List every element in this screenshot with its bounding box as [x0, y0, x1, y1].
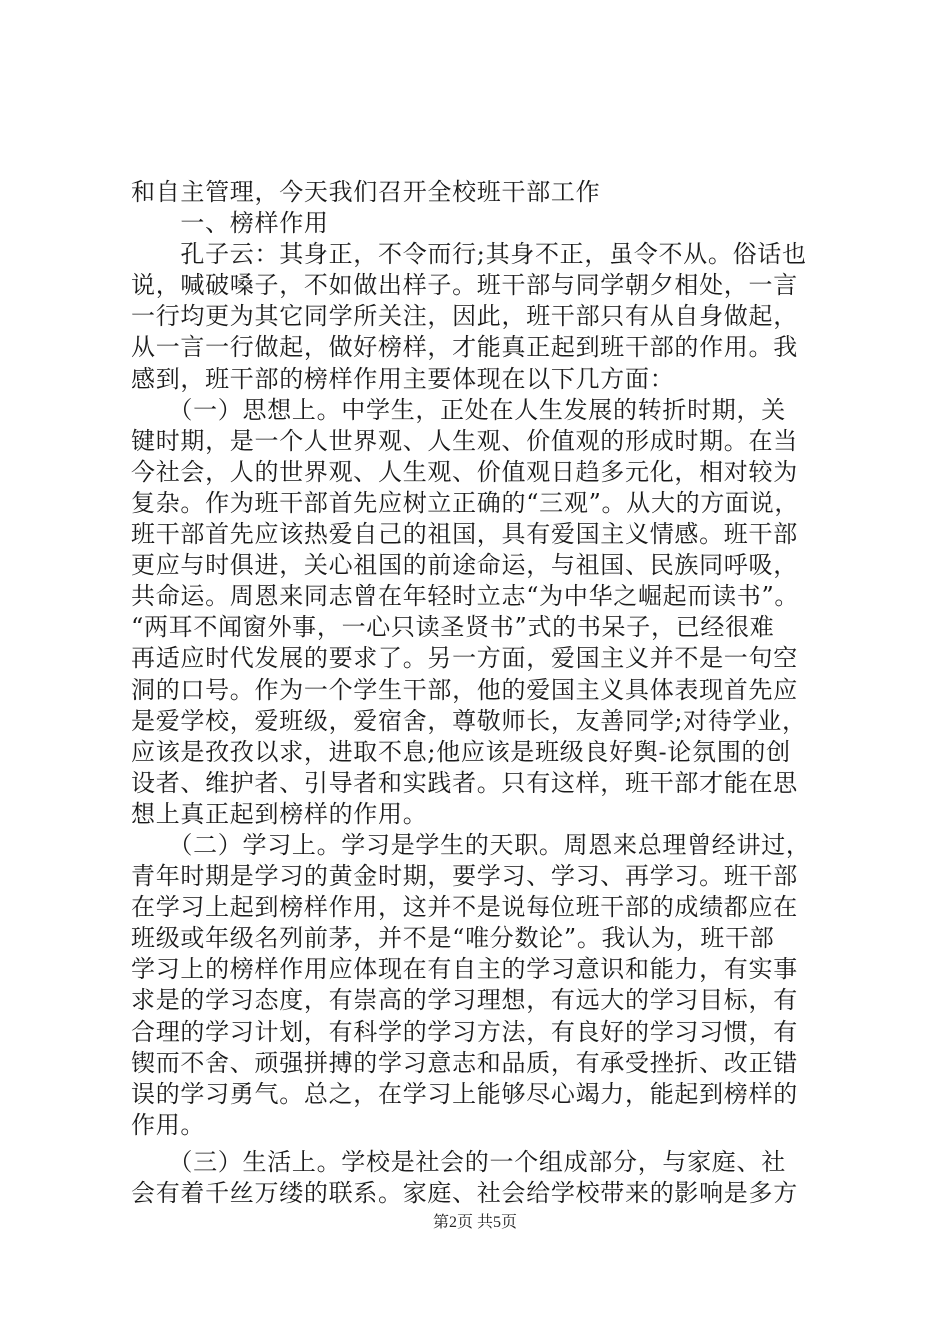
text-line: 误的学习勇气。总之，在学习上能够尽心竭力，能起到榜样的: [131, 1079, 798, 1108]
text-line: 再适应时代发展的要求了。另一方面，爱国主义并不是一句空: [131, 644, 798, 673]
text-line: 学习上的榜样作用应体现在有自主的学习意识和能力，有实事: [131, 955, 798, 984]
text-line: 感到，班干部的榜样作用主要体现在以下几方面：: [131, 364, 675, 393]
text-line: 会有着千丝万缕的联系。家庭、社会给学校带来的影响是多方: [131, 1179, 798, 1207]
text-line: 班级或年级名列前茅，并不是“唯分数论”。我认为，班干部: [131, 924, 775, 953]
text-line: （三）生活上。学校是社会的一个组成部分，与家庭、社: [131, 1147, 786, 1176]
text-line: 在学习上起到榜样作用，这并不是说每位班干部的成绩都应在: [131, 893, 798, 922]
text-line: （一）思想上。中学生，正处在人生发展的转折时期，关: [131, 395, 786, 424]
text-line: 青年时期是学习的黄金时期，要学习、学习、再学习。班干部: [131, 862, 798, 891]
text-line: 键时期，是一个人世界观、人生观、价值观的形成时期。在当: [131, 426, 798, 455]
text-line: 今社会，人的世界观、人生观、价值观日趋多元化，相对较为: [131, 457, 798, 486]
text-line: 设者、维护者、引导者和实践者。只有这样，班干部才能在思: [131, 768, 798, 797]
text-line: （二）学习上。学习是学生的天职。周恩来总理曾经讲过，: [131, 830, 811, 859]
text-line: 孔子云：其身正，不令而行;其身不正，虽令不从。俗话也: [131, 240, 807, 269]
text-line: 作用。: [131, 1110, 206, 1139]
text-line: 应该是孜孜以求，进取不息;他应该是班级良好舆-论氛围的创: [131, 737, 791, 766]
text-line: 说，喊破嗓子，不如做出样子。班干部与同学朝夕相处，一言: [131, 271, 798, 300]
text-line: 共命运。周恩来同志曾在年轻时立志“为中华之崛起而读书”。: [131, 582, 800, 611]
text-line: “两耳不闻窗外事，一心只读圣贤书”式的书呆子，已经很难: [131, 613, 775, 642]
text-line: 合理的学习计划，有科学的学习方法，有良好的学习习惯，有: [131, 1017, 798, 1046]
text-line: 复杂。作为班干部首先应树立正确的“三观”。从大的方面说，: [131, 488, 800, 517]
text-line: 从一言一行做起，做好榜样，才能真正起到班干部的作用。我: [131, 333, 798, 362]
text-line: 是爱学校，爱班级，爱宿舍，尊敬师长，友善同学;对待学业，: [131, 706, 807, 735]
text-line: 班干部首先应该热爱自己的祖国，具有爱国主义情感。班干部: [131, 520, 798, 549]
document-body: [131, 177, 831, 1209]
text-line: 求是的学习态度，有崇高的学习理想，有远大的学习目标，有: [131, 986, 798, 1015]
page-number: 第2页 共5页: [432, 1214, 517, 1231]
text-line: 锲而不舍、顽强拼搏的学习意志和品质，有承受挫折、改正错: [131, 1048, 798, 1077]
text-line: 更应与时俱进，关心祖国的前途命运，与祖国、民族同呼吸，: [131, 551, 798, 580]
text-line: 和自主管理，今天我们召开全校班干部工作: [131, 178, 601, 206]
text-line: 洞的口号。作为一个学生干部，他的爱国主义具体表现首先应: [131, 675, 798, 704]
text-line: 想上真正起到榜样的作用。: [131, 799, 428, 828]
text-line: 一行均更为其它同学所关注，因此，班干部只有从自身做起，: [131, 302, 798, 331]
section-heading: 一、榜样作用: [131, 209, 329, 238]
